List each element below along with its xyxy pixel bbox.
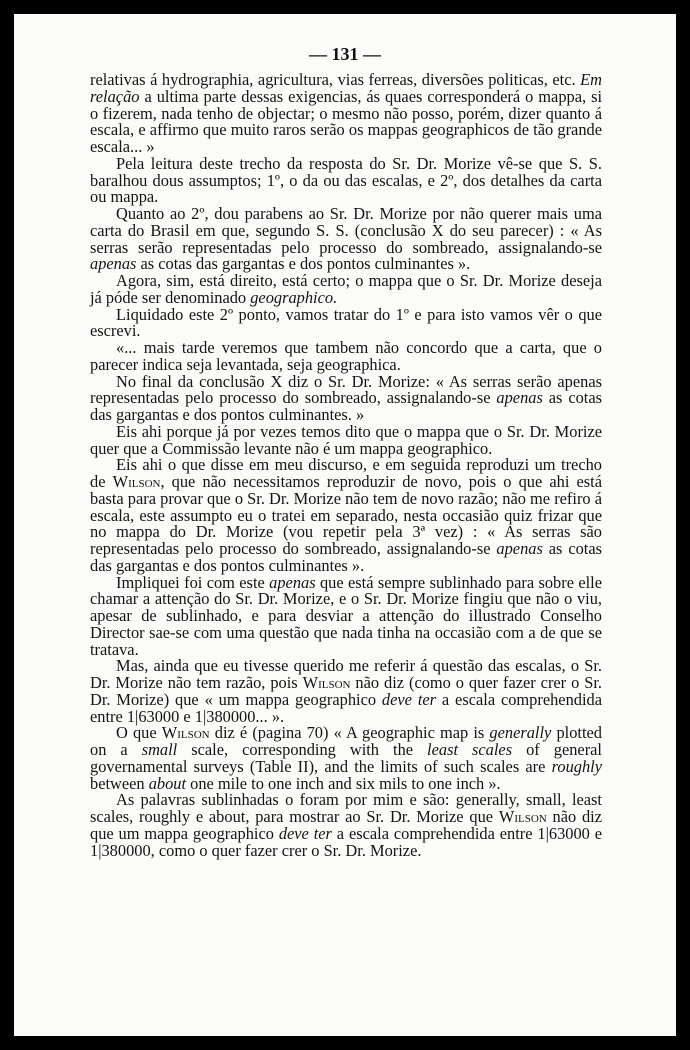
paragraph: Agora, sim, está direito, está certo; o mappa que o Sr. Dr. Morize deseja já póde ser denominado geographico. [90,271,602,307]
paragraph: No final da conclusão X diz o Sr. Dr. Morize: « As serras serão apenas representadas pelo processo do sombreado, assignalando-se apenas as cotas das gargantas e dos pontos culminantes. » [90,371,602,424]
paragraph: Eis ahi porque já por vezes temos dito que o mappa que o Sr. Dr. Morize quer que a Commissão levante não é um mappa geographico. [90,421,602,458]
paragraph: relativas á hydrographia, agricultura, vias ferreas, diversões politicas, etc. Em relação a ultima parte dessas exigencias, ás quaes corresponderá o mappa, si o fizerem, nada tenho de objectar; o mesmo não posso, porém, dizer quanto á escala, e affirmo que muito raros serão os mappas geographicos de tão grande escala... » [90,70,602,156]
paragraph: Eis ahi o que disse em meu discurso, e em seguida reproduzi um trecho de Wilson, que não necessitamos reproduzir de novo, pois o que ahi está basta para provar que o Sr. Dr. Morize não tem de novo razão; não me refiro á escala, este assumpto eu o tratei em separado, nesta occasião quiz frizar que no mappa do Dr. Morize (vou repetir pela 3ª vez) : « As serras são representadas pelo processo do sombreado, assignalando-se apenas as cotas das gargantas e dos pontos culminantes ». [90,455,602,575]
paragraph: Mas, ainda que eu tivesse querido me referir á questão das escalas, o Sr. Dr. Morize não tem razão, pois Wilson não diz (como o quer fazer crer o Sr. Dr. Morize) que « um mappa geographico deve ter a escala comprehendida entre 1|63000 e 1|380000... ». [90,656,602,726]
paragraph: Liquidado este 2º ponto, vamos tratar do 1º e para isto vamos vêr o que escrevi. [90,304,602,341]
page-body [90,72,602,859]
page-number: — 131 — [309,44,381,64]
paragraph: Pela leitura deste trecho da resposta do Sr. Dr. Morize vê-se que S. S. baralhou dous assumptos; 1º, o da ou das escalas, e 2º, dos detalhes da carta ou mappa. [90,153,602,207]
paragraph: Quanto ao 2º, dou parabens ao Sr. Dr. Morize por não querer mais uma carta do Brasil em que, segundo S. S. (conclusão X do seu parecer) : « As serras serão representadas pelo processo do sombreado, assignalando-se apenas as cotas das gargantas e dos pontos culminantes ». [90,204,602,274]
paragraph: As palavras sublinhadas o foram por mim e são: generally, small, least scales, roughly e about, para mostrar ao Sr. Dr. Morize que Wilson não diz que um mappa geographico deve ter a escala comprehendida entre 1|63000 e 1|380000, como o quer fazer crer o Sr. Dr. Morize. [90,790,602,860]
paragraph: Impliquei foi com este apenas que está sempre sublinhado para sobre elle chamar a attenção do Sr. Dr. Morize, e o Sr. Dr. Morize fingiu que não o viu, apesar de sublinhado, e para desviar a attenção do illustrado Conselho Director sae-se com uma questão que nada tinha na occasião com a de que se tratava. [90,572,603,659]
paragraph: O que Wilson diz é (pagina 70) « A geographic map is generally plotted on a small scale, corresponding with the least scales of general governamental surveys (Table II), and the limits of such scales are roughly between about one mile to one inch and six mils to one inch ». [90,723,602,793]
paragraph: «... mais tarde veremos que tambem não concordo que a carta, que o parecer indica seja levantada, seja geographica. [90,338,602,374]
book-page [14,14,676,1036]
